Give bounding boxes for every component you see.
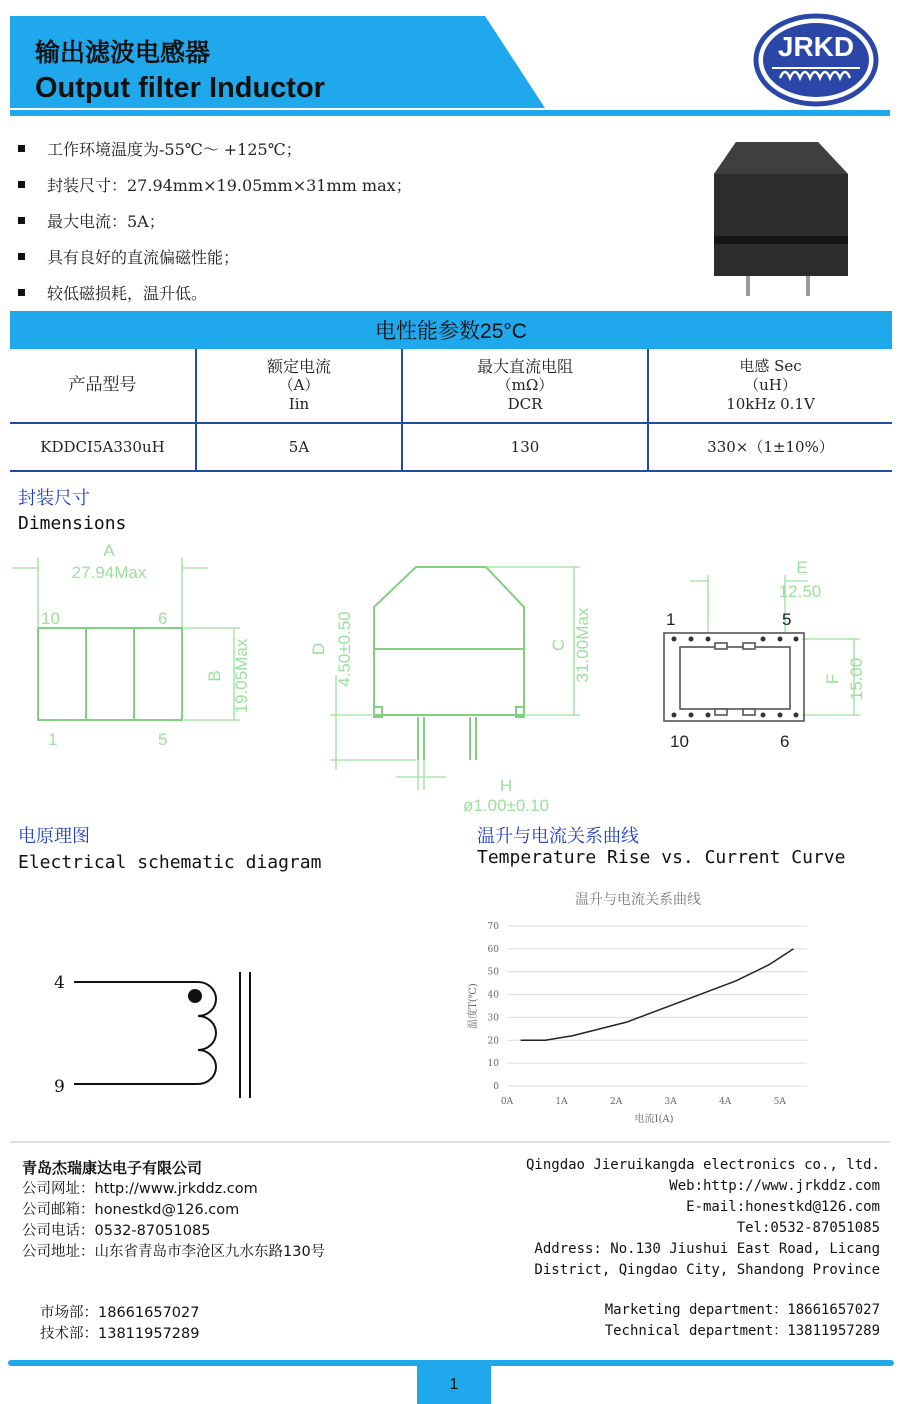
phone-cn: 公司电话：0532-87051085 [22, 1223, 211, 1239]
x-tick-label: 5A [773, 1097, 786, 1107]
pin-label: 5 [158, 730, 168, 749]
department-contacts-en [605, 1300, 880, 1342]
feature-item: 最大电流：5A； [18, 202, 698, 238]
table-header-row [10, 349, 892, 423]
cell-dcr: 130 [402, 423, 648, 471]
website-cn: 公司网址：http://www.jrkddz.com [22, 1181, 258, 1197]
pin-label: 9 [54, 1077, 65, 1097]
feature-item: 封装尺寸：27.94mm×19.05mm×31mm max； [18, 166, 698, 202]
side-view-drawing [300, 555, 600, 815]
dim-b-value: 19.05Max [232, 638, 251, 714]
cell-model: KDDCI5A330uH [10, 423, 196, 471]
dimensions-title-cn: 封装尺寸 [18, 488, 90, 509]
email-cn: 公司邮箱：honestkd@126.com [22, 1202, 240, 1218]
y-tick-label: 30 [487, 1013, 499, 1024]
y-tick-label: 50 [487, 967, 499, 978]
polarity-dot [188, 989, 202, 1003]
y-tick-label: 40 [487, 990, 499, 1001]
footer-divider [10, 1141, 890, 1143]
dim-e-value: 12.50 [778, 582, 822, 601]
y-tick-label: 70 [487, 922, 499, 932]
y-tick-label: 10 [487, 1059, 499, 1070]
y-tick-label: 60 [487, 944, 499, 955]
pin-label: 10 [670, 732, 689, 751]
cell-current: 5A [196, 423, 402, 471]
x-tick-label: 0A [500, 1097, 514, 1107]
dim-d-label: D [309, 642, 328, 656]
feature-item: 较低磁损耗，温升低。 [18, 274, 698, 310]
pin-label: 6 [158, 609, 168, 628]
y-tick-label: 0 [493, 1082, 499, 1092]
dim-f-label: F [823, 673, 842, 685]
footer-contact-en [526, 1155, 880, 1281]
dim-c-label: C [549, 638, 568, 652]
curve-title-cn: 温升与电流关系曲线 [477, 826, 639, 847]
chart-title: 温升与电流关系曲线 [575, 892, 701, 908]
table-row [10, 423, 892, 471]
chart-x-ticks [501, 1097, 786, 1107]
pin-label: 5 [782, 610, 792, 629]
address-en-line1: Address: No.130 Jiushui East Road, Licang [534, 1241, 880, 1257]
page-number: 1 [417, 1366, 491, 1404]
schematic-diagram [40, 960, 280, 1110]
pin-label: 6 [780, 732, 790, 751]
dim-h-value: ø1.00±0.10 [463, 796, 549, 815]
feature-item: 工作环境温度为-55℃～ +125℃； [18, 130, 698, 166]
dim-d-value: 4.50±0.50 [335, 611, 354, 687]
dim-c-value: 31.00Max [573, 607, 592, 683]
department-contacts-cn [40, 1303, 199, 1345]
feature-list [18, 130, 698, 310]
header-dcr: 最大直流电阻 （mΩ） DCR [402, 349, 648, 423]
email-en: E-mail:honestkd@126.com [686, 1199, 880, 1215]
company-logo [752, 12, 880, 108]
marketing-contact-en: Marketing department：18661657027 [604, 1302, 880, 1318]
schematic-title-en: Electrical schematic diagram [18, 852, 322, 873]
footer-contact-cn [22, 1158, 325, 1263]
company-name-en: Qingdao Jieruikangda electronics co., ltd. [525, 1157, 880, 1173]
address-cn: 公司地址：山东省青岛市李沧区九水东路130号 [22, 1244, 326, 1260]
logo-text: JRKD [777, 31, 855, 62]
table-title: 电性能参数25°C [10, 311, 892, 349]
pin-label: 1 [666, 610, 676, 629]
chart-y-ticks [488, 922, 500, 1092]
page-title-cn: 输出滤波电感器 [35, 38, 211, 67]
technical-contact-en: Technical department：13811957289 [604, 1323, 880, 1339]
x-tick-label: 1A [555, 1097, 568, 1107]
product-photo [706, 138, 856, 298]
temperature-rise-chart [462, 882, 822, 1132]
marketing-contact-cn: 市场部：18661657027 [40, 1305, 200, 1321]
address-en-line2: District, Qingdao City, Shandong Province [534, 1262, 880, 1278]
technical-contact-cn: 技术部：13811957289 [40, 1326, 200, 1342]
x-tick-label: 4A [719, 1097, 732, 1107]
website-en: Web:http://www.jrkddz.com [669, 1178, 880, 1194]
y-axis-label: 温度T(℃) [468, 983, 479, 1029]
x-tick-label: 3A [664, 1097, 677, 1107]
page-title-en: Output filter Inductor [35, 72, 325, 104]
dimensions-title-en: Dimensions [18, 513, 127, 534]
x-tick-label: 2A [609, 1097, 623, 1107]
pin-label: 10 [41, 609, 60, 628]
y-tick-label: 20 [487, 1036, 499, 1047]
curve-title-en: Temperature Rise vs. Current Curve [477, 847, 846, 868]
dim-a-value: 27.94Max [71, 563, 147, 582]
header-rated-current: 额定电流 （A） Iin [196, 349, 402, 423]
dim-h-label: H [499, 776, 513, 795]
x-axis-label: 电流I(A) [634, 1114, 674, 1125]
phone-en: Tel:0532-87051085 [736, 1220, 880, 1236]
dim-e-label: E [796, 558, 808, 577]
company-name-cn: 青岛杰瑞康达电子有限公司 [22, 1159, 203, 1177]
header-model: 产品型号 [10, 349, 196, 423]
header-inductance: 电感 Sec （uH） 10kHz 0.1V [648, 349, 892, 423]
pin-label: 1 [48, 730, 58, 749]
top-view-drawing [12, 540, 252, 755]
dim-a-label: A [103, 541, 115, 560]
chart-grid [507, 926, 807, 1086]
schematic-title-cn: 电原理图 [18, 826, 90, 847]
dim-b-label: B [205, 670, 224, 682]
dim-f-value: 15.00 [847, 657, 866, 701]
cell-inductance: 330×（1±10%） [648, 423, 892, 471]
spec-table [10, 349, 892, 472]
pin-label: 4 [54, 973, 65, 993]
bottom-view-drawing [650, 555, 880, 755]
feature-item: 具有良好的直流偏磁性能； [18, 238, 698, 274]
